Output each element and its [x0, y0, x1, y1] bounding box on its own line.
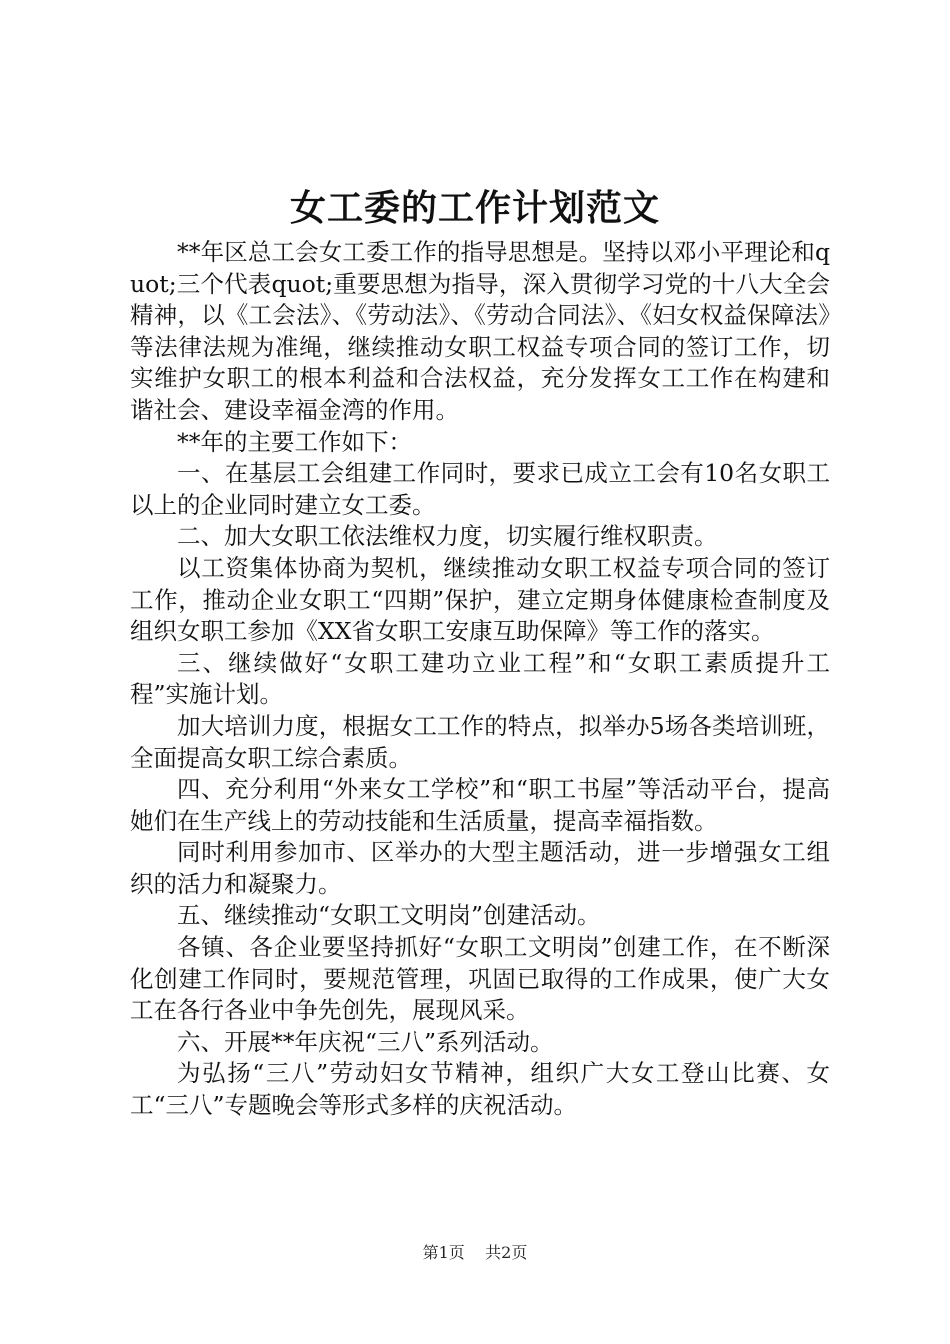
document-title: 女工委的工作计划范文 [289, 187, 660, 229]
paragraph-item-four: 四、充分利用“外来女工学校”和“职工书屋”等活动平台，提高她们在生产线上的劳动技能和生活质量，提高幸福指数。 [130, 775, 830, 835]
paragraph-item-four-detail: 同时利用参加市、区举办的大型主题活动，进一步增强女工组织的活力和凝聚力。 [130, 838, 830, 898]
page-footer [0, 1241, 950, 1265]
paragraph-main-work-intro: **年的主要工作如下： [177, 427, 412, 456]
paragraph-item-six: 六、开展**年庆祝“三八”系列活动。 [177, 1027, 554, 1056]
paragraph-item-six-detail: 为弘扬“三八”劳动妇女节精神，组织广大女工登山比赛、女工“三八”专题晚会等形式多样的庆祝活动。 [130, 1059, 830, 1120]
page-total: 共2页 [485, 1243, 528, 1262]
page-number: 第1页 [422, 1243, 465, 1262]
paragraph-item-five-detail: 各镇、各企业要坚持抓好“女职工文明岗”创建工作，在不断深化创建工作同时，要规范管理，巩固已取得的工作成果，使广大女工在各行各业中争先创先，展现风采。 [130, 933, 830, 1025]
paragraph-item-five: 五、继续推动“女职工文明岗”创建活动。 [177, 901, 601, 930]
paragraph-item-one: 一、在基层工会组建工作同时，要求已成立工会有10名女职工以上的企业同时建立女工委。 [130, 459, 830, 519]
paragraph-item-three: 三、继续做好“女职工建功立业工程”和“女职工素质提升工程”实施计划。 [130, 648, 830, 709]
document-body [130, 237, 830, 1122]
page-spacer [470, 1243, 480, 1262]
paragraph-item-two: 二、加大女职工依法维权力度，切实履行维权职责。 [177, 522, 718, 551]
paragraph-item-two-detail: 以工资集体协商为契机，继续推动女职工权益专项合同的签订工作，推动企业女职工“四期”保护，建立定期身体健康检查制度及组织女职工参加《XX省女职工安康互助保障》等工作的落实。 [130, 553, 830, 646]
paragraph-item-three-detail: 加大培训力度，根据女工工作的特点，拟举办5场各类培训班，全面提高女职工综合素质。 [130, 711, 830, 772]
paragraph-guiding-ideology: **年区总工会女工委工作的指导思想是。坚持以邓小平理论和quot;三个代表quot;重要思想为指导，深入贯彻学习党的十八大全会精神，以《工会法》、《劳动法》、《劳动合同法》、《妇女权益保障法》等法律法规为准绳，继续推动女职工权益专项合同的签订工作，切实维护女职工的根本利益和合法权益，充分发挥女工工作在构建和谐社会、建设幸福金湾的作用。 [130, 238, 830, 424]
